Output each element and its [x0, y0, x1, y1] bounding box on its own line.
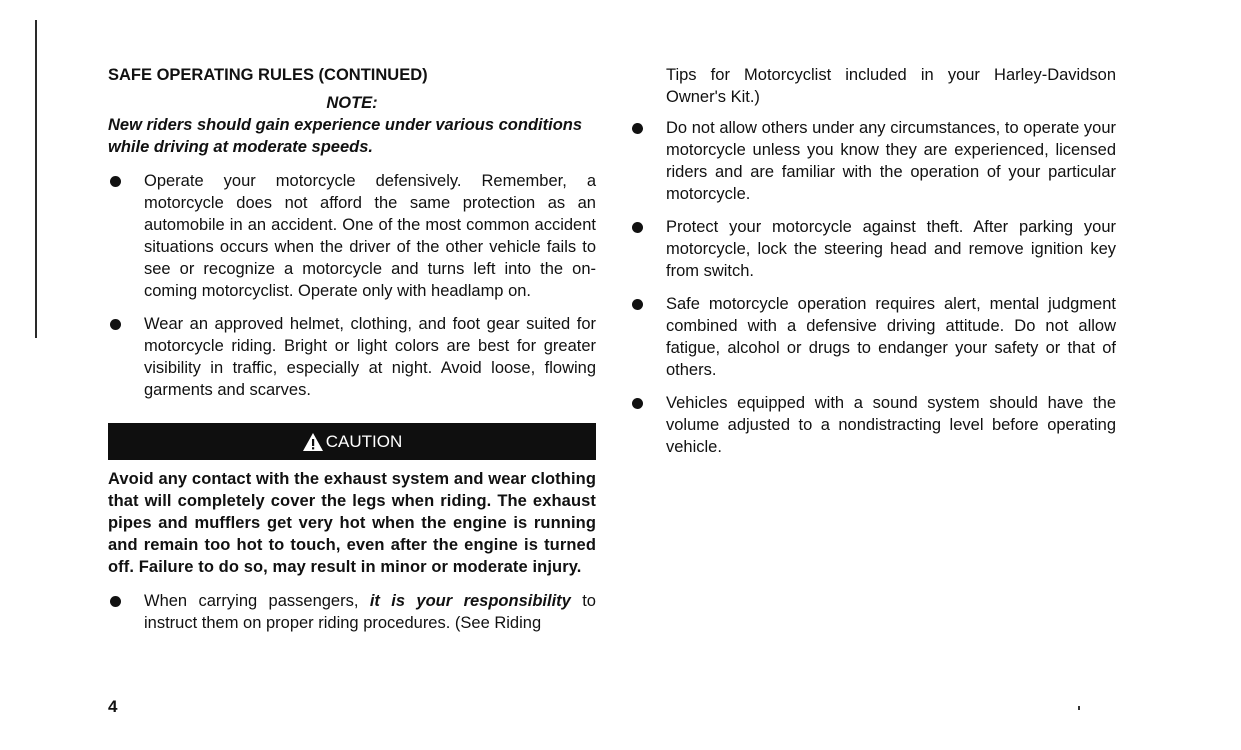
passenger-text-before: When carrying passengers,	[144, 592, 370, 610]
bullet-text: Wear an approved helmet, clothing, and foot gear suited for motorcycle riding. Bright or light colors are best for greater visibility in traffic, especially at night. Avoid loose, flowing garments and scarves.	[144, 315, 596, 399]
bullet-dot-icon	[632, 222, 643, 233]
margin-rule	[35, 20, 37, 338]
bullet-text: Protect your motorcycle against theft. After parking your motorcycle, lock the steering head and remove ignition key from switch.	[666, 218, 1116, 280]
bullet-item-defensive	[108, 170, 596, 302]
bullet-text: Do not allow others under any circumstances, to operate your motorcycle unless you know they are experienced, licensed riders and are familiar with the operation of your particular motorcycle.	[666, 119, 1116, 203]
bullet-item-passengers	[108, 590, 596, 634]
continued-text: Tips for Motorcyclist included in your Harley-Davidson Owner's Kit.)	[666, 66, 1116, 106]
caution-banner	[108, 423, 596, 460]
bullet-dot-icon	[110, 319, 121, 330]
bullet-item-others	[630, 117, 1116, 205]
page-number: 4	[108, 697, 118, 716]
passenger-text-after: to instruct them on proper riding procedures. (See Riding	[144, 592, 596, 632]
note-text: New riders should gain experience under various conditions while driving at moderate speeds.	[108, 116, 583, 156]
warning-triangle-icon	[302, 432, 324, 452]
left-column	[108, 64, 596, 645]
bullet-dot-icon	[632, 123, 643, 134]
scan-mark	[1078, 706, 1080, 710]
passenger-emphasis: it is your responsibility	[369, 592, 571, 610]
right-column	[630, 64, 1116, 469]
caution-label: CAUTION	[325, 431, 403, 451]
bullet-item-theft	[630, 216, 1116, 282]
bullet-item-sound	[630, 392, 1116, 458]
bullet-dot-icon	[632, 398, 643, 409]
bullet-text: Operate your motorcycle defensively. Remember, a motorcycle does not afford the same protection as an automobile in an accident. One of the most common accident situations occurs when the driver of the other vehicle fails to see or recognize a motorcycle and turns left into the on-coming motorcyclist. Operate only with headlamp on.	[144, 172, 596, 300]
bullet-item-helmet	[108, 313, 596, 401]
bullet-text: Safe motorcycle operation requires alert, mental judgment combined with a defensive driving attitude. Do not allow fatigue, alcohol or drugs to endanger your safety or that of others.	[666, 295, 1116, 379]
section-title: SAFE OPERATING RULES (CONTINUED)	[108, 66, 428, 84]
bullet-dot-icon	[110, 176, 121, 187]
caution-text: Avoid any contact with the exhaust system and wear clothing that will completely cover the legs when riding. The exhaust pipes and mufflers get very hot when the engine is running and remain too hot to touch, even after the engine is turned off. Failure to do so, may result in minor or moderate injury.	[108, 470, 596, 576]
bullet-item-alert	[630, 293, 1116, 381]
note-heading: NOTE:	[326, 94, 378, 112]
bullet-dot-icon	[110, 596, 121, 607]
bullet-text: Vehicles equipped with a sound system should have the volume adjusted to a nondistracting level before operating vehicle.	[666, 394, 1116, 456]
bullet-dot-icon	[632, 299, 643, 310]
